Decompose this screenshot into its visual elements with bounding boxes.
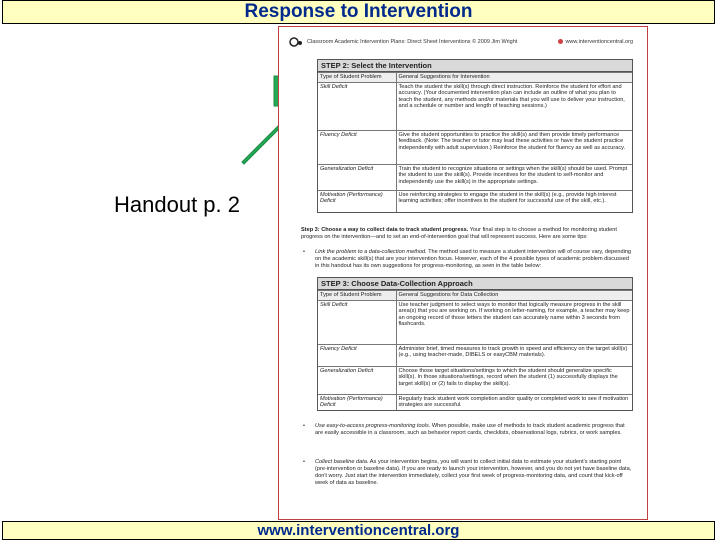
table-row: Motivation (Performance) Deficit Use reinforcing strategies to engage the student in the skill(s) (e.g., provide high interest learning activities; offer incentives to the student for successful use of the skill, etc.).: [318, 190, 632, 212]
document-header-right: www.interventioncentral.org: [558, 39, 633, 45]
table-row: Skill Deficit Teach the student the skill(s) through direct instruction. Reinforce the student for effort and accuracy. (Your documented intervention plan can include an outline of what you plan to teach the student, any methods and/or materials that you will use to deliver your instruction, and a schedule or number and length of teaching sessions.): [318, 82, 632, 130]
table-row: Motivation (Performance) Deficit Regularly track student work completion and/or quality or completed work to see if motivation strategies are successful.: [318, 394, 632, 410]
footer-url: www.interventioncentral.org: [257, 522, 460, 539]
site-logo-icon: [558, 39, 563, 44]
gear-logo-icon: [289, 37, 303, 47]
bullet-easy-tools: • Use easy-to-access progress-monitoring tools. When possible, make use of methods to track student academic progress that are easily accessible in a classroom, such as behavior report cards, checklists, observational logs, rubrics, or work samples.: [303, 423, 633, 437]
document-header-left: Classroom Academic Intervention Plans: Direct Sheet Interventions © 2009 Jim Wright: [307, 39, 518, 45]
step2-table: [317, 59, 633, 213]
step2-heading: STEP 2: Select the Intervention: [318, 60, 632, 72]
table-row: Generalization Deficit Choose those target situations/settings to which the student should generalize specific skill(s). In those situations/settings, record when the student (1) successfully displays the target skill(s) or (2) fails to display the skill(s).: [318, 366, 632, 394]
slide-title-bar: [2, 0, 715, 24]
table-header-row: Type of Student Problem General Suggestions for Intervention: [318, 73, 632, 83]
table-row: Fluency Deficit Give the student opportunities to practice the skill(s) and then provide timely performance feedback. (Note: The teacher or tutor may lead these activities or have the student practice independently with adult supervision.) Reinforce the student for fluency as well as accuracy.: [318, 130, 632, 164]
bullet-baseline: • Collect baseline data. As your intervention begins, you will want to collect initial data to estimate your student's starting point (pre-intervention or baseline data). If you are ready to launch your intervention, however, and you do not yet have baseline data, don't worry. Just start the intervention immediately, collect your first week of progress-monitoring data, and count that kick-off week of data as baseline.: [303, 459, 633, 487]
slide-title: Response to Intervention: [244, 1, 473, 22]
step3-table: [317, 277, 633, 411]
table-header-row: Type of Student Problem General Suggestions for Data Collection: [318, 291, 632, 301]
bullet-link-problem: • Link the problem to a data-collection method. The method used to measure a student intervention will of course vary, depending on the academic skill(s) that are your intervention focus. However, each of the 4 possible types of academic problem discussed in this handout has its own suggestions for progress-monitoring, as seen in the table below:: [303, 249, 633, 270]
step3-heading: STEP 3: Choose Data-Collection Approach: [318, 278, 632, 290]
handout-page-image: [278, 26, 648, 520]
document-header: [287, 35, 637, 53]
table-row: Skill Deficit Use teacher judgment to select ways to monitor that logically measure progress in the skill area(s) that you are working on. If working on letter-naming, for example, a teacher may keep an ongoing record of those letters the student can accurately name within 3 seconds from flashcards.: [318, 300, 632, 344]
table-row: Fluency Deficit Administer brief, timed measures to track growth in speed and efficiency on the target skill(s) (e.g., using teacher-made, DIBELS or easyCBM materials).: [318, 344, 632, 366]
slide-footer-bar: [2, 521, 715, 540]
step3-intro: Step 3: Choose a way to collect data to track student progress. Your final step is to choose a method for monitoring student progress on the intervention—and to set an end-of-intervention goal that will represent success. Here are some tips:: [301, 227, 617, 240]
handout-label: Handout p. 2: [114, 192, 240, 217]
table-row: Generalization Deficit Train the student to recognize situations or settings when the skill(s) should be used. Prompt the student to use the skill(s). Provide incentives for the student to self-monitor and independently use the skill(s) in the appropriate settings.: [318, 164, 632, 190]
